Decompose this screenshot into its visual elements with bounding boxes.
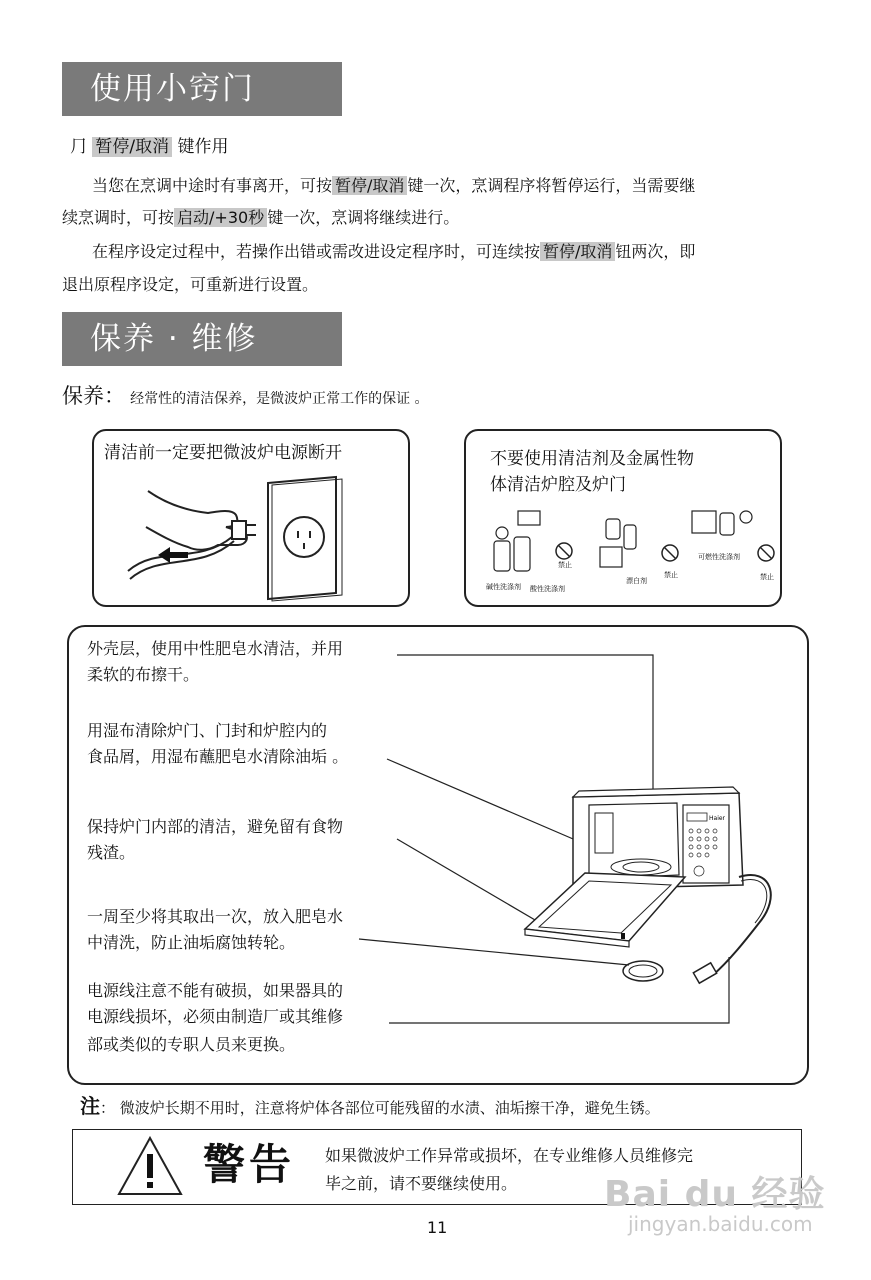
tip-5-line-2: 电源线损坏，必须由制造厂或其维修 bbox=[87, 1007, 344, 1026]
key-pause-cancel: 暂停/取消 bbox=[332, 176, 407, 195]
note-label: 注 bbox=[80, 1094, 100, 1118]
detergent-illustration bbox=[480, 501, 780, 601]
section-title-maintenance: 保养 · 维修 bbox=[62, 312, 342, 366]
oven-brand: Haier bbox=[709, 815, 726, 822]
unplug-illustration bbox=[108, 475, 398, 603]
no-detergent-box bbox=[464, 429, 782, 607]
intro-label: 保养： bbox=[62, 384, 125, 408]
para1-line2 bbox=[62, 208, 459, 228]
maintenance-intro bbox=[62, 386, 429, 409]
tip-4-line-2: 中清洗，防止油垢腐蚀转轮。 bbox=[87, 933, 296, 952]
warning-title: 警告 bbox=[203, 1140, 296, 1189]
unplug-box bbox=[92, 429, 410, 607]
tip-1-line-2: 柔软的布擦干。 bbox=[87, 665, 200, 684]
label-forbid-3: 禁止 bbox=[760, 573, 774, 581]
label-forbid-2: 禁止 bbox=[664, 571, 678, 579]
unplug-box-title: 清洁前一定要把微波炉电源断开 bbox=[104, 443, 342, 463]
microwave-illustration bbox=[69, 627, 807, 1083]
key-start: 启动/+30秒 bbox=[174, 208, 267, 227]
para2-line1 bbox=[92, 242, 695, 262]
sub-heading-text: 键作用 bbox=[177, 137, 229, 157]
label-bleach: 漂白剂 bbox=[626, 577, 647, 585]
note-line bbox=[80, 1096, 660, 1118]
tip-5-line-1: 电源线注意不能有破损，如果器具的 bbox=[87, 981, 344, 1000]
label-flammable: 可燃性洗涤剂 bbox=[698, 553, 740, 561]
section-title-tips: 使用小窍门 bbox=[62, 62, 342, 116]
label-alkali: 碱性洗涤剂 bbox=[486, 583, 521, 591]
text: 当您在烹调中途时有事离开，可按 bbox=[92, 176, 333, 195]
key-pause-cancel: 暂停/取消 bbox=[92, 137, 172, 157]
no-detergent-title-2: 体清洁炉腔及炉门 bbox=[490, 475, 626, 495]
tip-1-line-1: 外壳层，使用中性肥皂水清洁，并用 bbox=[87, 639, 344, 658]
tip-3-line-1: 保持炉门内部的清洁，避免留有食物 bbox=[87, 817, 344, 836]
warning-triangle-icon bbox=[115, 1134, 185, 1198]
baidu-jingyan-watermark-logo: Bai du 经验 bbox=[604, 1174, 826, 1215]
text: 在程序设定过程中，若操作出错或需改进设定程序时，可连续按 bbox=[92, 242, 541, 261]
text: 键一次，烹调程序将暂停运行，当需要继 bbox=[407, 176, 696, 195]
text: 键一次，烹调将继续进行。 bbox=[267, 208, 460, 227]
page-number: 11 bbox=[427, 1218, 448, 1237]
para2-line2: 退出原程序设定，可重新进行设置。 bbox=[62, 275, 319, 294]
bracket-marker: ⺆ bbox=[70, 137, 87, 157]
key-pause-cancel: 暂停/取消 bbox=[540, 242, 615, 261]
label-acid: 酸性洗涤剂 bbox=[530, 585, 565, 593]
maintenance-tips-box bbox=[67, 625, 809, 1085]
para1-line1 bbox=[92, 176, 695, 196]
no-detergent-title-1: 不要使用清洁剂及金属性物 bbox=[490, 449, 694, 469]
tip-3-line-2: 残渣。 bbox=[87, 843, 136, 862]
tip-4-line-1: 一周至少将其取出一次，放入肥皂水 bbox=[87, 907, 344, 926]
tip-2-line-1: 用湿布清除炉门、门封和炉腔内的 bbox=[87, 721, 328, 740]
label-forbid-1: 禁止 bbox=[558, 561, 572, 569]
warning-line-1: 如果微波炉工作异常或损坏，在专业维修人员维修完 bbox=[325, 1146, 694, 1165]
baidu-jingyan-watermark-url: jingyan.baidu.com bbox=[628, 1212, 813, 1236]
tip-2-line-2: 食品屑，用湿布蘸肥皂水清除油垢 。 bbox=[87, 747, 349, 766]
warning-line-2: 毕之前，请不要继续使用。 bbox=[325, 1174, 518, 1193]
text: 钮两次，即 bbox=[615, 242, 696, 261]
intro-text: 经常性的清洁保养，是微波炉正常工作的保证 。 bbox=[130, 391, 429, 407]
text: 续烹调时，可按 bbox=[62, 208, 175, 227]
tip-5-line-3: 部或类似的专职人员来更换。 bbox=[87, 1035, 296, 1054]
sub-heading bbox=[70, 137, 229, 157]
note-text: ： 微波炉长期不用时，注意将炉体各部位可能残留的水渍、油垢擦干净，避免生锈。 bbox=[100, 1099, 660, 1117]
